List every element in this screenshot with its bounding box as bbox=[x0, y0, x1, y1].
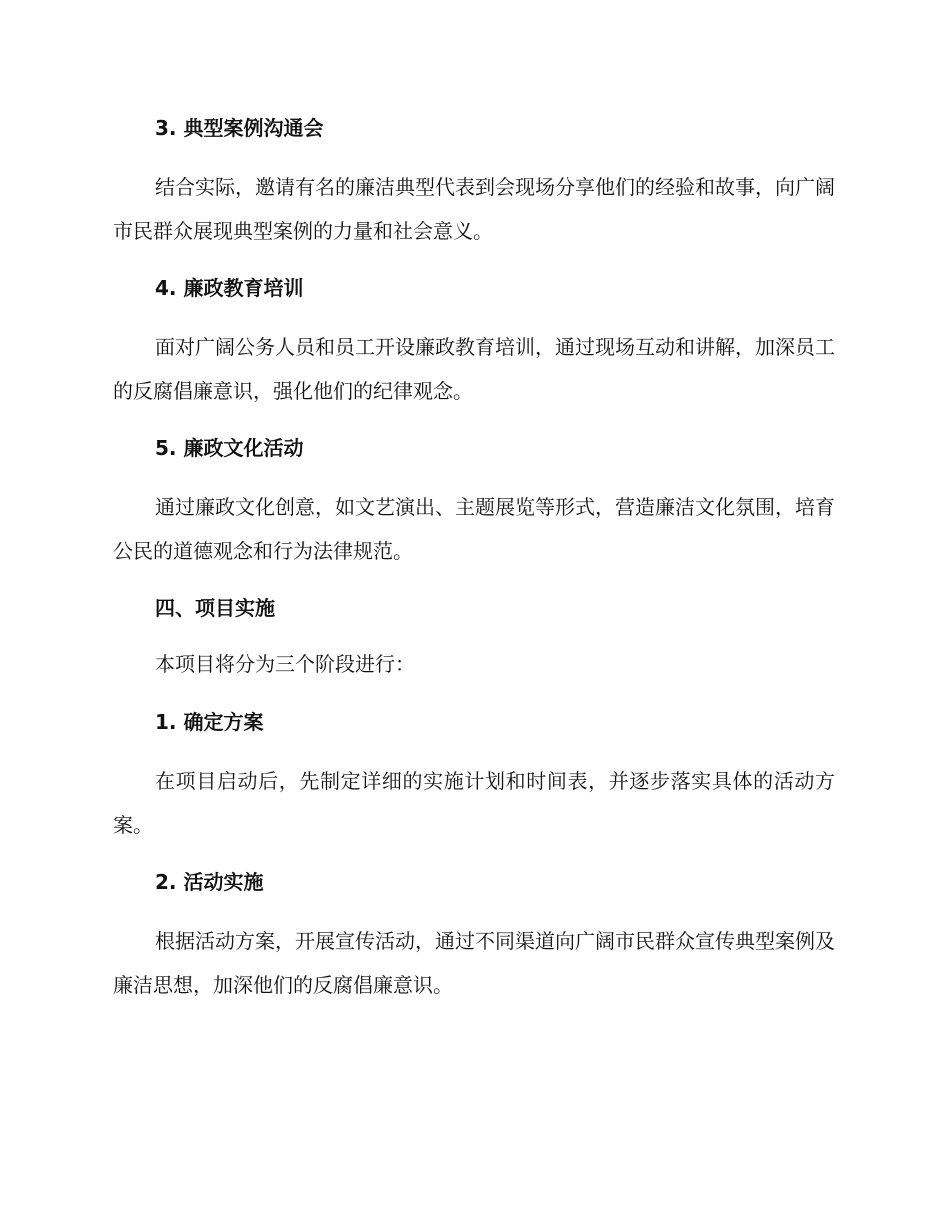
paragraph-three-stages: 本项目将分为三个阶段进行： bbox=[155, 652, 415, 676]
section-heading-integrity-training: 4. 廉政教育培训 bbox=[155, 276, 304, 300]
section-heading-activity-implementation: 2. 活动实施 bbox=[155, 870, 264, 894]
section-heading-determine-plan: 1. 确定方案 bbox=[155, 710, 264, 734]
paragraph-integrity-training: 面对广阔公务人员和员工开设廉政教育培训，通过现场互动和讲解，加深员工的反腐倡廉意识，强化他们的纪律观念。 bbox=[113, 335, 835, 403]
paragraph-determine-plan: 在项目启动后，先制定详细的实施计划和时间表，并逐步落实具体的活动方案。 bbox=[113, 769, 835, 837]
section-heading-typical-case-meeting: 3. 典型案例沟通会 bbox=[155, 116, 324, 140]
paragraph-typical-case-meeting: 结合实际，邀请有名的廉洁典型代表到会现场分享他们的经验和故事，向广阔市民群众展现典型案例的力量和社会意义。 bbox=[113, 175, 835, 243]
section-heading-project-implementation: 四、项目实施 bbox=[155, 596, 275, 620]
paragraph-integrity-culture: 通过廉政文化创意，如文艺演出、主题展览等形式，营造廉洁文化氛围，培育公民的道德观念和行为法律规范。 bbox=[113, 495, 835, 563]
paragraph-activity-implementation: 根据活动方案，开展宣传活动，通过不同渠道向广阔市民群众宣传典型案例及廉洁思想，加深他们的反腐倡廉意识。 bbox=[113, 929, 835, 997]
section-heading-integrity-culture: 5. 廉政文化活动 bbox=[155, 436, 304, 460]
